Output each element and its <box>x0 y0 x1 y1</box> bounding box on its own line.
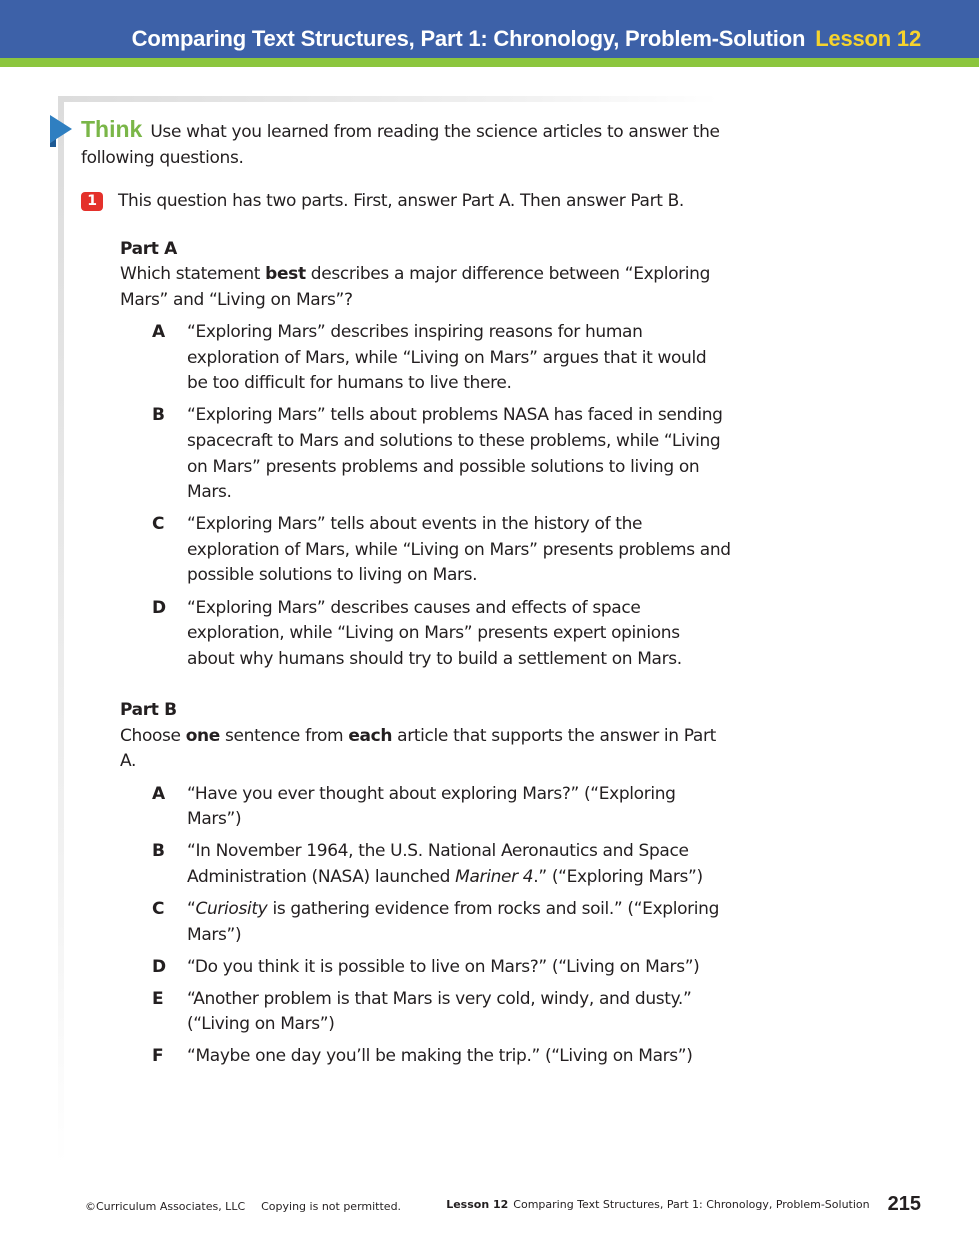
footer-lesson-label: Lesson 12 <box>446 1198 509 1211</box>
part-a-option-a[interactable] <box>120 320 731 397</box>
option-text-before: “ <box>187 898 196 919</box>
option-letter: A <box>152 322 165 343</box>
part-b-option-d[interactable] <box>120 955 731 981</box>
option-text-italic: Curiosity <box>195 898 268 919</box>
option-letter: D <box>152 956 166 977</box>
part-a-prompt-emphasis: best <box>265 264 306 285</box>
part-a-options <box>120 320 731 672</box>
option-text-before: “In November 1964, the U.S. National Aeronautics and Space Administration (NASA) launched <box>187 841 689 887</box>
option-text: “Have you ever thought about exploring Mars?” (“Exploring Mars”) <box>187 783 676 830</box>
blue-flag-icon <box>48 115 72 147</box>
part-a-prompt-end: describes a major difference between “Exploring Mars” and “Living on Mars”? <box>120 264 711 310</box>
think-label: Think <box>81 116 143 142</box>
option-letter: B <box>152 841 165 862</box>
part-b <box>120 698 731 1070</box>
part-b-option-e[interactable] <box>120 987 731 1038</box>
panel-left-border <box>58 96 64 1166</box>
part-b-prompt <box>120 724 731 775</box>
part-a-option-c[interactable] <box>120 512 731 589</box>
part-a-prompt <box>120 262 731 313</box>
footer-copyright <box>85 1200 401 1213</box>
option-text: “Another problem is that Mars is very cold, windy, and dusty.” (“Living on Mars”) <box>187 988 692 1035</box>
option-text: “Maybe one day you’ll be making the trip.” (“Living on Mars”) <box>187 1046 693 1067</box>
part-b-prompt-1: Choose <box>120 725 186 746</box>
option-text-after: .” (“Exploring Mars”) <box>533 866 703 887</box>
option-letter: E <box>152 988 164 1009</box>
copyright-text: ©Curriculum Associates, LLC <box>85 1200 246 1213</box>
part-a-prompt-start: Which statement <box>120 264 266 285</box>
part-b-prompt-2: sentence from <box>219 725 349 746</box>
option-text: “Exploring Mars” describes inspiring reasons for human exploration of Mars, while “Living on Mars” argues that it would be too difficult for humans to live there. <box>187 322 707 394</box>
think-intro-text: Use what you learned from reading the science articles to answer the following questions. <box>81 122 720 168</box>
header-title-text: Comparing Text Structures, Part 1: Chronology, Problem-Solution <box>131 26 806 51</box>
part-b-option-a[interactable] <box>120 782 731 833</box>
part-a <box>120 237 731 673</box>
part-b-option-f[interactable] <box>120 1044 731 1070</box>
footer-lesson-info <box>446 1193 921 1216</box>
option-text: “Do you think it is possible to live on Mars?” (“Living on Mars”) <box>187 956 700 977</box>
question-1 <box>81 189 731 215</box>
option-letter: F <box>152 1046 164 1067</box>
option-text-after: is gathering evidence from rocks and soil.” (“Exploring Mars”) <box>187 898 720 945</box>
part-b-option-b[interactable] <box>120 839 731 890</box>
option-text: “Exploring Mars” tells about events in the history of the exploration of Mars, while “Living on Mars” presents problems and possible solutions to living on Mars. <box>187 514 731 586</box>
header-lesson-label: Lesson 12 <box>815 26 921 51</box>
part-b-title: Part B <box>120 700 177 721</box>
option-letter: D <box>152 597 166 618</box>
panel-top-border <box>58 96 718 102</box>
question-number-badge: 1 <box>81 192 103 211</box>
header-bar <box>0 0 979 58</box>
footer-lesson-title: Comparing Text Structures, Part 1: Chronology, Problem-Solution <box>513 1198 870 1211</box>
header-title <box>132 26 921 52</box>
part-b-prompt-emphasis-1: one <box>185 725 220 746</box>
part-a-option-d[interactable] <box>120 596 731 673</box>
option-text: “Exploring Mars” tells about problems NASA has faced in sending spacecraft to Mars and solutions to these problems, while “Living on Mars” presents problems and possible solutions to living on Mars. <box>187 405 723 503</box>
question-content <box>81 117 731 1070</box>
part-a-option-b[interactable] <box>120 403 731 505</box>
copying-notice: Copying is not permitted. <box>261 1200 402 1213</box>
option-text: “Exploring Mars” describes causes and effects of space exploration, while “Living on Mars” presents expert opinions about why humans should try to build a settlement on Mars. <box>187 597 682 669</box>
part-b-option-c[interactable] <box>120 897 731 948</box>
think-intro <box>81 117 731 171</box>
option-letter: B <box>152 405 165 426</box>
part-a-title: Part A <box>120 238 177 259</box>
header-accent-stripe <box>0 58 979 67</box>
part-b-prompt-emphasis-2: each <box>348 725 393 746</box>
question-text: This question has two parts. First, answer Part A. Then answer Part B. <box>118 191 684 212</box>
part-b-prompt-3: article that supports the answer in Part A. <box>120 725 716 772</box>
page-number: 215 <box>887 1193 921 1215</box>
option-letter: C <box>152 898 165 919</box>
option-letter: A <box>152 783 165 804</box>
part-b-options <box>120 782 731 1070</box>
option-text-italic: Mariner 4 <box>455 866 534 887</box>
option-letter: C <box>152 514 165 535</box>
